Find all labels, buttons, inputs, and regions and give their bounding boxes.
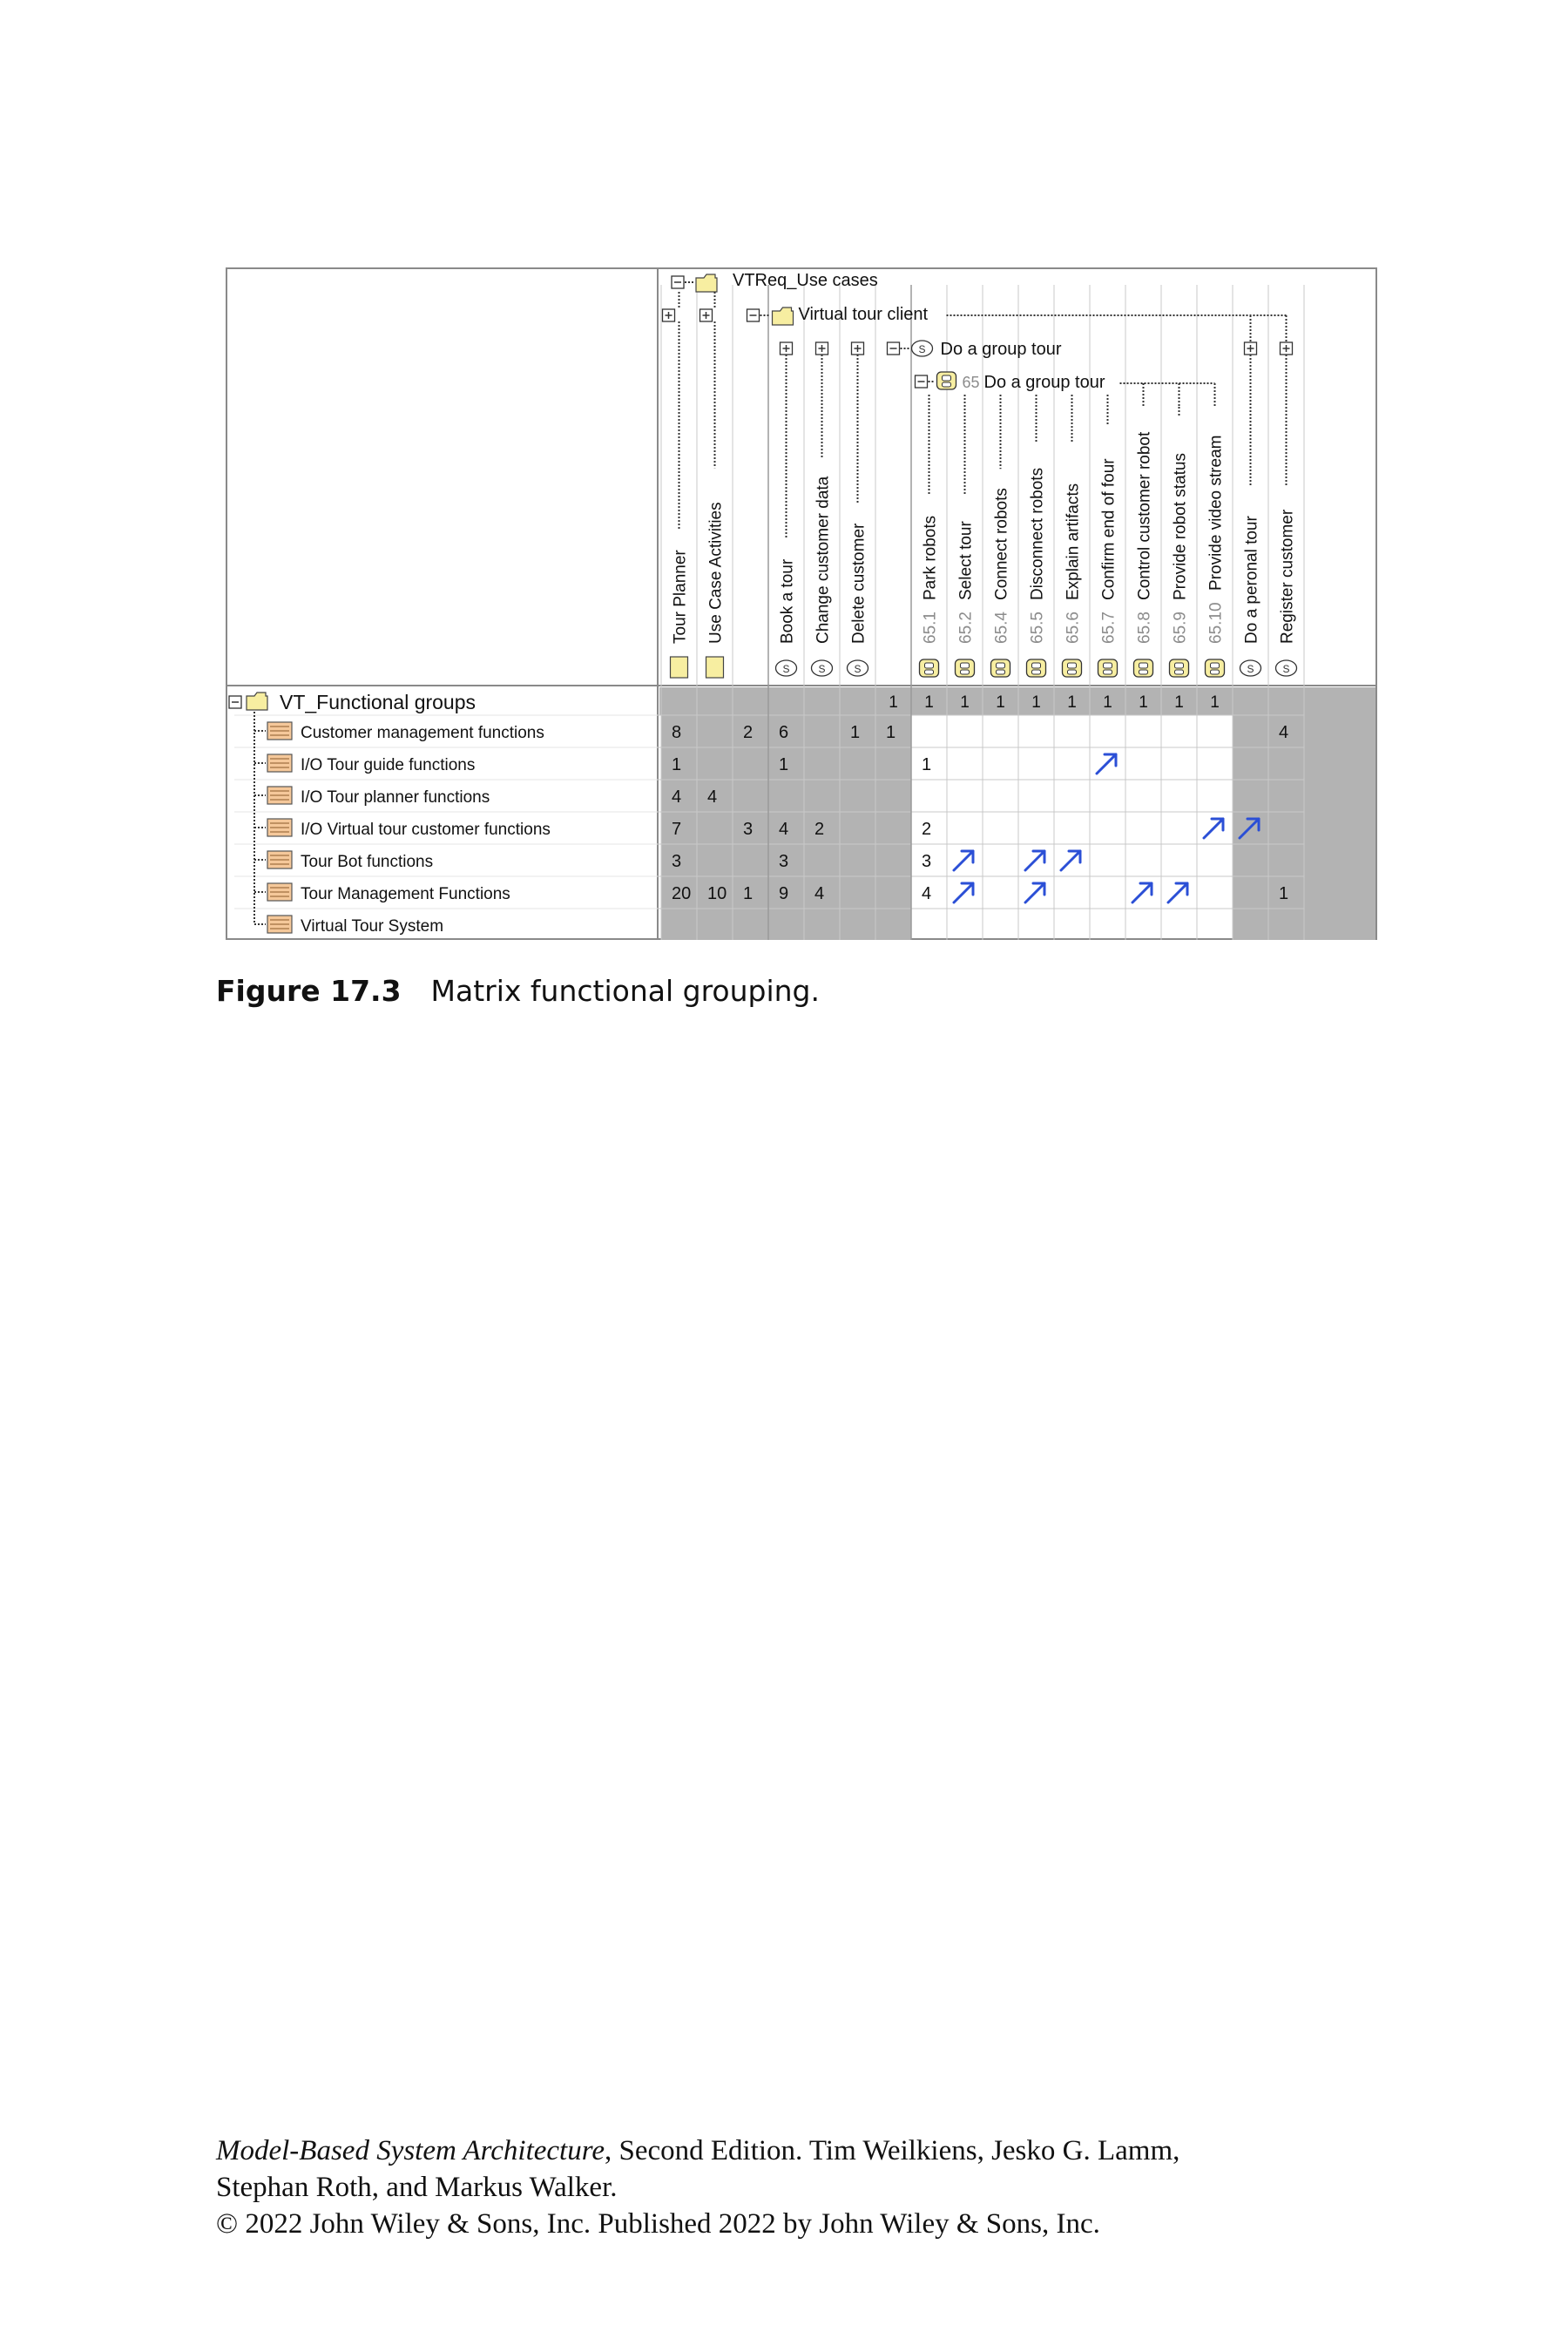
column-header-18 [1279, 509, 1297, 644]
collapse-folder-icon [747, 309, 760, 321]
collapse-root-icon [672, 276, 684, 288]
root-row-value: 1 [1067, 693, 1077, 712]
column-label: Change customer data [814, 476, 833, 644]
cell-value: 2 [743, 723, 754, 742]
root-row-value: 1 [996, 693, 1005, 712]
action-icon [1063, 659, 1082, 677]
cell-value: 4 [814, 884, 825, 903]
group-tour-activity-icon [937, 372, 956, 389]
row-label: Virtual Tour System [301, 917, 444, 936]
grey-column [697, 715, 733, 940]
column-header-1 [672, 550, 690, 644]
activity-number: 65 [962, 374, 980, 391]
root-row-value: 1 [1174, 693, 1184, 712]
book-title: Model-Based System Architecture [216, 2135, 605, 2166]
figure-caption [216, 974, 820, 1008]
row-label: Customer management functions [301, 724, 544, 742]
action-icon [1134, 659, 1153, 677]
row-label: I/O Virtual tour customer functions [301, 821, 551, 839]
column-header-8 [922, 516, 940, 644]
column-label: Do a peronal tour [1242, 516, 1261, 644]
cell-value: 6 [779, 723, 789, 742]
row-package-icon [267, 787, 292, 804]
column-header-14 [1136, 431, 1154, 644]
column-header-17 [1243, 516, 1261, 644]
root-row-value: 1 [1210, 693, 1220, 712]
matrix-canvas [226, 267, 1377, 940]
row-label: I/O Tour planner functions [301, 788, 490, 807]
use-case-icon [812, 660, 833, 676]
column-header-12 [1064, 483, 1083, 644]
footer-line-3: © 2022 John Wiley & Sons, Inc. Published 2022 by John Wiley & Sons, Inc. [216, 2208, 1100, 2240]
expand-book-icon [781, 342, 793, 355]
cell-value: 3 [672, 852, 682, 871]
row-package-icon [267, 754, 292, 772]
cell-value: 8 [672, 723, 682, 742]
footer-line-1-rest: , Second Edition. Tim Weilkiens, Jesko G. Lamm, [604, 2135, 1180, 2166]
column-header-4 [779, 558, 797, 644]
svg-text:S: S [782, 663, 790, 675]
column-number: 65.8 [1135, 612, 1154, 644]
column-label: Connect robots [992, 488, 1011, 600]
column-number: 65.10 [1206, 602, 1226, 644]
use-case-icon [776, 660, 797, 676]
svg-text:S: S [1282, 663, 1290, 675]
cell-value: 1 [922, 755, 932, 774]
root-row-value: 1 [1103, 693, 1112, 712]
row-package-icon [267, 916, 292, 933]
row-package-icon [267, 722, 292, 740]
cell-value: 4 [922, 884, 932, 903]
action-icon [920, 659, 939, 677]
row-label: I/O Tour guide functions [301, 756, 476, 774]
column-number: 65.7 [1099, 612, 1119, 644]
action-icon [956, 659, 975, 677]
cell-value: 2 [814, 820, 825, 839]
dependency-matrix [226, 267, 1377, 940]
column-label: Park robots [921, 515, 940, 600]
row-package-icon [267, 851, 292, 868]
action-icon [1027, 659, 1046, 677]
cell-value: 3 [922, 852, 932, 871]
action-icon [1170, 659, 1189, 677]
svg-text:S: S [854, 663, 862, 675]
action-icon [1098, 659, 1118, 677]
cell-value: 10 [707, 884, 727, 903]
cell-value: 4 [672, 787, 682, 807]
cell-value: 1 [743, 884, 754, 903]
row-label: Tour Management Functions [301, 885, 510, 903]
column-label: Select tour [956, 521, 976, 600]
column-header-2 [707, 502, 726, 644]
column-header-11 [1029, 468, 1047, 644]
column-label: Use Case Activities [706, 502, 726, 644]
cell-value: 1 [886, 723, 896, 742]
column-activity-label: Do a group tour [983, 373, 1105, 392]
cell-value: 4 [779, 820, 789, 839]
column-number: 65.5 [1028, 612, 1047, 644]
root-row-value: 1 [1031, 693, 1041, 712]
action-icon [991, 659, 1010, 677]
cell-value: 1 [672, 755, 682, 774]
column-number: 65.4 [992, 612, 1011, 644]
cell-value: 9 [779, 884, 789, 903]
row-package-icon [267, 883, 292, 901]
column-number: 65.6 [1064, 612, 1083, 644]
column-number: 65.2 [956, 612, 976, 644]
svg-text:S: S [818, 663, 826, 675]
column-label: Confirm end of four [1099, 458, 1119, 600]
action-icon [1206, 659, 1225, 677]
footer-line-2: Stephan Roth, and Markus Walker. [216, 2172, 618, 2203]
figure-caption-text: Matrix functional grouping. [430, 974, 820, 1008]
column-folder-label: Virtual tour client [798, 305, 929, 324]
cell-value: 2 [922, 820, 932, 839]
column-label: Provide robot status [1171, 453, 1190, 600]
use-case-icon [1240, 660, 1261, 676]
collapse-activity-icon [916, 375, 928, 388]
expand-change-icon [816, 342, 828, 355]
footer-line-1 [216, 2132, 1179, 2169]
column-root-label: VTReq_Use cases [733, 271, 878, 290]
svg-text:S: S [918, 343, 926, 355]
cell-value: 1 [1279, 884, 1289, 903]
cell-value: 4 [707, 787, 718, 807]
column-header-13 [1100, 458, 1119, 644]
row-root-label: VT_Functional groups [280, 691, 476, 713]
use-case-icon [848, 660, 868, 676]
column-header-6 [850, 523, 868, 644]
package-leaf-icon [706, 657, 724, 678]
column-usecase-label: Do a group tour [940, 340, 1062, 359]
grey-column [875, 715, 911, 940]
svg-text:S: S [1247, 663, 1254, 675]
column-header-9 [957, 521, 976, 644]
cell-value: 3 [743, 820, 754, 839]
column-label: Explain artifacts [1064, 483, 1083, 600]
column-number: 65.9 [1171, 612, 1190, 644]
root-row-value: 1 [960, 693, 970, 712]
expand-register-icon [1281, 342, 1293, 355]
row-label: Tour Bot functions [301, 853, 434, 871]
page-footer [216, 2132, 1179, 2242]
column-header-16 [1207, 436, 1226, 644]
expand-delete-icon [852, 342, 864, 355]
collapse-row-root-icon [229, 696, 241, 708]
cell-value: 1 [850, 723, 861, 742]
cell-value: 1 [779, 755, 789, 774]
package-leaf-icon [671, 657, 688, 678]
cell-value: 20 [672, 884, 692, 903]
column-label: Provide video stream [1206, 435, 1226, 591]
expand-tour-planner-icon [663, 309, 675, 321]
column-label: Book a tour [778, 558, 797, 644]
cell-value: 7 [672, 820, 682, 839]
column-header-10 [993, 488, 1011, 644]
root-row-value: 1 [889, 693, 898, 712]
column-number: 65.1 [921, 612, 940, 644]
root-row-value: 1 [1139, 693, 1148, 712]
grey-column [1268, 715, 1304, 940]
column-header-15 [1172, 453, 1190, 644]
column-header-5 [814, 476, 833, 644]
expand-personal-icon [1245, 342, 1257, 355]
figure-number: Figure 17.3 [216, 974, 402, 1008]
root-row-bg [659, 687, 1304, 715]
column-label: Delete customer [849, 523, 868, 644]
column-label: Tour Planner [671, 550, 690, 644]
right-margin-bg [1304, 687, 1375, 940]
row-package-icon [267, 819, 292, 836]
use-case-icon [1276, 660, 1297, 676]
collapse-usecase-icon [888, 342, 900, 355]
cell-value: 4 [1279, 723, 1289, 742]
group-tour-usecase-icon [912, 341, 933, 356]
root-row-value: 1 [924, 693, 934, 712]
grey-column [840, 715, 875, 940]
column-label: Control customer robot [1135, 431, 1154, 600]
column-label: Disconnect robots [1028, 467, 1047, 600]
column-label: Register customer [1278, 509, 1297, 644]
cell-value: 3 [779, 852, 789, 871]
expand-activities-icon [700, 309, 713, 321]
